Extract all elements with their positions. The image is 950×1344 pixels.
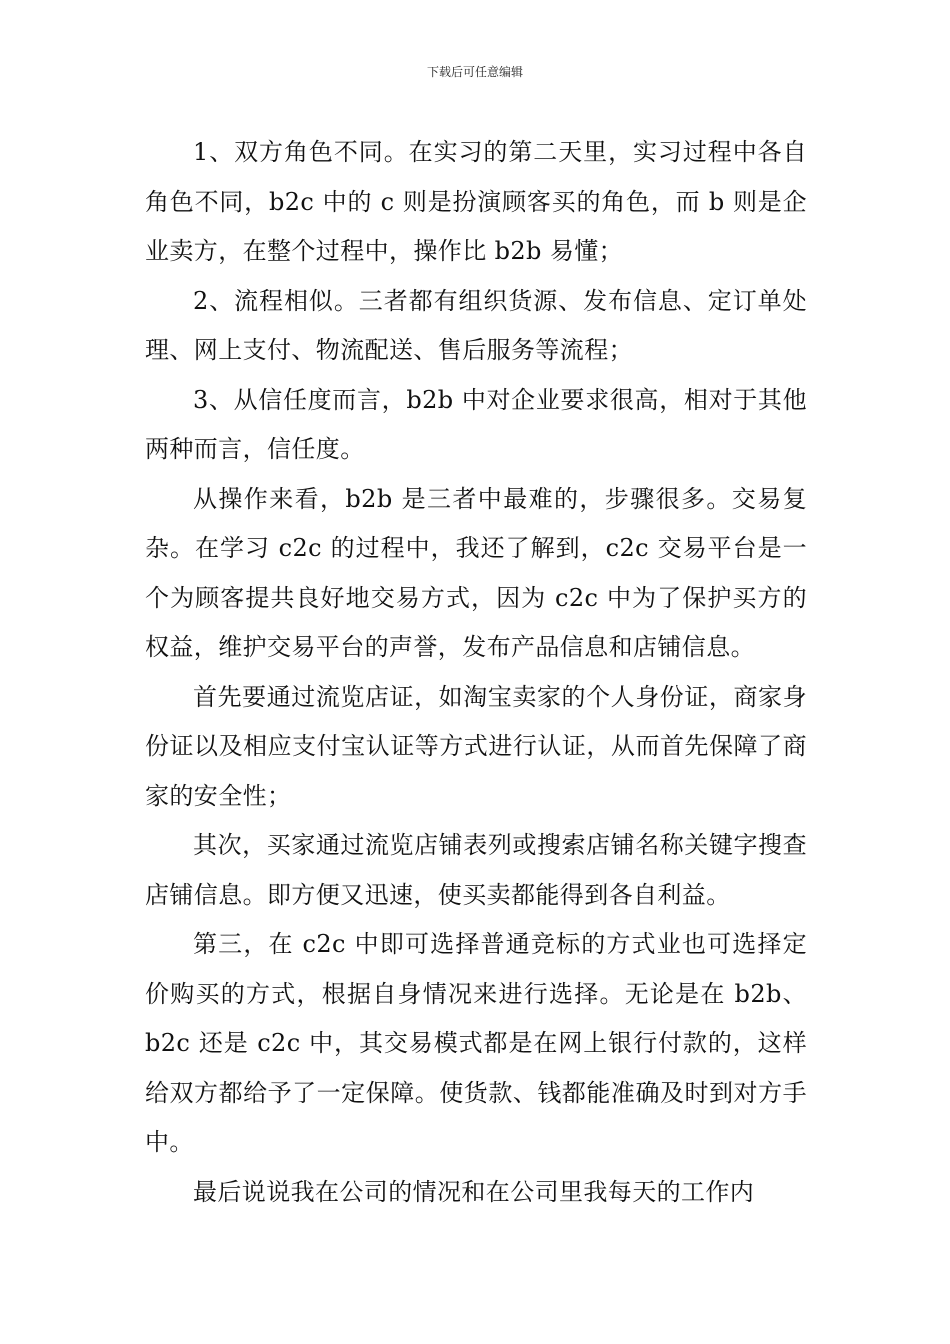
paragraph-3: 3、从信任度而言，b2b 中对企业要求很高，相对于其他两种而言，信任度。 xyxy=(145,385,807,463)
paragraph-6: 其次，买家通过流览店铺表列或搜索店铺名称关键字搜查店铺信息。即方便又迅速，使买卖都能得到各自利益。 xyxy=(145,831,807,909)
paragraph-4: 从操作来看，b2b 是三者中最难的，步骤很多。交易复杂。在学习 c2c 的过程中，我还了解到，c2c 交易平台是一个为顾客提共良好地交易方式，因为 c2c 中为了保护买方的权益，维护交易平台的声誉，发布产品信息和店铺信息。 xyxy=(145,484,807,661)
paragraph-7: 第三，在 c2c 中即可选择普通竞标的方式业也可选择定价购买的方式，根据自身情况来进行选择。无论是在 b2b、b2c 还是 c2c 中，其交易模式都是在网上银行付款的，这样给双方都给予了一定保障。使货款、钱都能准确及时到对方手中。 xyxy=(145,930,807,1156)
paragraph-1: 1、双方角色不同。在实习的第二天里，实习过程中各自角色不同，b2c 中的 c 则是扮演顾客买的角色，而 b 则是企业卖方，在整个过程中，操作比 b2b 易懂； xyxy=(145,138,807,265)
page-header-note: 下载后可任意编辑 xyxy=(426,65,523,79)
paragraph-5: 首先要通过流览店证，如淘宝卖家的个人身份证，商家身份证以及相应支付宝认证等方式进行认证，从而首先保障了商家的安全性； xyxy=(145,682,807,810)
paragraph-2: 2、流程相似。三者都有组织货源、发布信息、定订单处理、网上支付、物流配送、售后服务等流程； xyxy=(145,286,807,364)
document-body xyxy=(145,128,807,1217)
paragraph-8: 最后说说我在公司的情况和在公司里我每天的工作内 xyxy=(193,1177,755,1206)
